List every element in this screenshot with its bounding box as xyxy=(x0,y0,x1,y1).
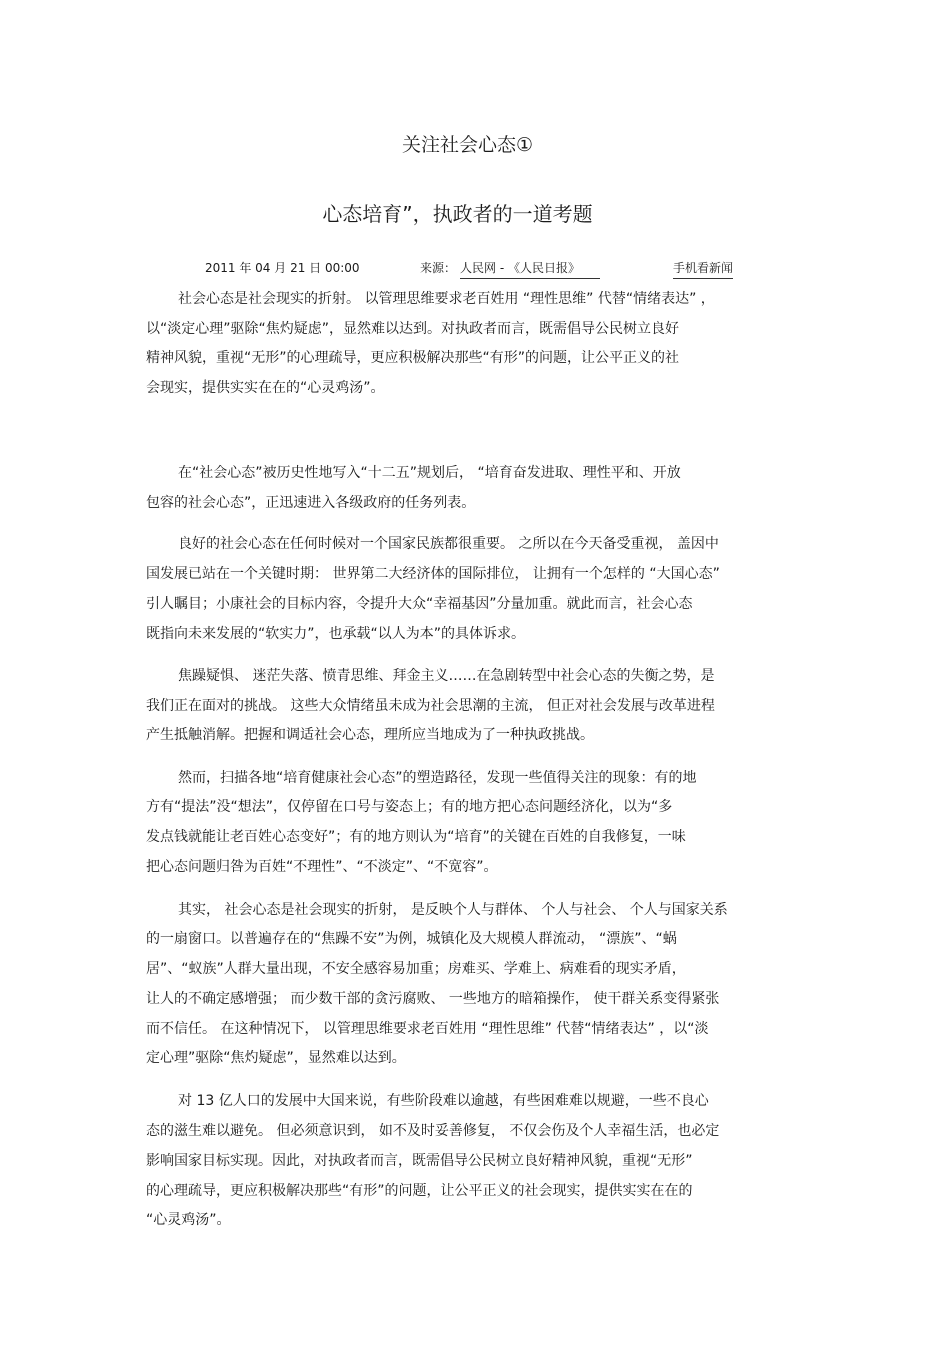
paragraph-line: 让人的不确定感增强； 而少数干部的贪污腐败、 一些地方的暗箱操作， 使干群关系变得紧张 xyxy=(146,991,720,1007)
paragraph-line: 对 13 亿人口的发展中大国来说，有些阶段难以逾越，有些困难难以规避，一些不良心 xyxy=(178,1093,709,1109)
paragraph-line: 在“社会心态”被历史性地写入“十二五”规划后， “培育奋发进取、理性平和、开放 xyxy=(178,465,681,481)
paragraph-line: 态的滋生难以避免。 但必须意识到， 如不及时妥善修复， 不仅会伤及个人幸福生活，也必定 xyxy=(146,1123,720,1139)
paragraph-line: 其实， 社会心态是社会现实的折射， 是反映个人与群体、 个人与社会、 个人与国家关系 xyxy=(178,902,728,918)
paragraph-line: 然而，扫描各地“培育健康社会心态”的塑造路径，发现一些值得关注的现象：有的地 xyxy=(178,770,697,786)
article-headline: 心态培育”，执政者的一道考题 xyxy=(322,202,593,226)
mobile-news-link[interactable]: 手机看新闻 xyxy=(673,259,733,279)
paragraph-line: 方有“提法”没“想法”，仅停留在口号与姿态上；有的地方把心态问题经济化，以为“多 xyxy=(146,799,673,815)
paragraph-line: 引人瞩目；小康社会的目标内容，令提升大众“幸福基因”分量加重。就此而言，社会心态 xyxy=(146,596,693,612)
paragraph-line: 以“淡定心理”驱除“焦灼疑虑”，显然难以达到。对执政者而言，既需倡导公民树立良好 xyxy=(146,321,680,337)
paragraph-line: 良好的社会心态在任何时候对一个国家民族都很重要。 之所以在今天备受重视， 盖因中 xyxy=(178,536,719,552)
source-link[interactable]: 人民网 - 《人民日报》 xyxy=(460,259,600,279)
paragraph-line: 的一扇窗口。以普遍存在的“焦躁不安”为例，城镇化及大规模人群流动， “漂族”、“蜗 xyxy=(146,931,677,947)
paragraph-line: 包容的社会心态”，正迅速进入各级政府的任务列表。 xyxy=(146,495,476,511)
paragraph-line: 会现实，提供实实在在的“心灵鸡汤”。 xyxy=(146,380,385,396)
paragraph-line: 我们正在面对的挑战。 这些大众情绪虽未成为社会思潮的主流， 但正对社会发展与改革进程 xyxy=(146,698,715,714)
paragraph-line: 影响国家目标实现。因此，对执政者而言，既需倡导公民树立良好精神风貌，重视“无形” xyxy=(146,1153,693,1169)
paragraph-line: 焦躁疑惧、 迷茫失落、愤青思维、拜金主义……在急剧转型中社会心态的失衡之势，是 xyxy=(178,668,715,684)
paragraph-line: 的心理疏导，更应积极解决那些“有形”的问题，让公平正义的社会现实，提供实实在在的 xyxy=(146,1183,693,1199)
paragraph-line: 社会心态是社会现实的折射。 以管理思维要求老百姓用 “理性思维” 代替“情绪表达” ， xyxy=(178,291,715,307)
paragraph-line: 发点钱就能让老百姓心态变好”；有的地方则认为“培育”的关键在百姓的自我修复，一味 xyxy=(146,829,686,845)
source-label: 来源： xyxy=(420,261,457,275)
paragraph-line: 产生抵触消解。把握和调适社会心态，理所应当地成为了一种执政挑战。 xyxy=(146,727,594,743)
paragraph-line: 定心理”驱除“焦灼疑虑”，显然难以达到。 xyxy=(146,1050,406,1066)
paragraph-line: 而不信任。 在这种情况下， 以管理思维要求老百姓用 “理性思维” 代替“情绪表达” ，以“淡 xyxy=(146,1021,709,1037)
paragraph-line: 国发展已站在一个关键时期： 世界第二大经济体的国际排位， 让拥有一个怎样的 “大国心态” xyxy=(146,566,720,582)
publish-date: 2011 年 04 月 21 日 00:00 xyxy=(205,261,360,275)
paragraph-line: 居”、“蚁族”人群大量出现，不安全感容易加重；房难买、学难上、病难看的现实矛盾， xyxy=(146,961,686,977)
article-kicker: 关注社会心态① xyxy=(401,134,534,156)
paragraph-line: 精神风貌，重视“无形”的心理疏导，更应积极解决那些“有形”的问题，让公平正义的社 xyxy=(146,350,680,366)
paragraph-line: 既指向未来发展的“软实力”，也承载“以人为本”的具体诉求。 xyxy=(146,626,526,642)
paragraph-line: 把心态问题归咎为百姓“不理性”、“不淡定”、“不宽容”。 xyxy=(146,859,498,875)
paragraph-line: “心灵鸡汤”。 xyxy=(146,1212,231,1228)
